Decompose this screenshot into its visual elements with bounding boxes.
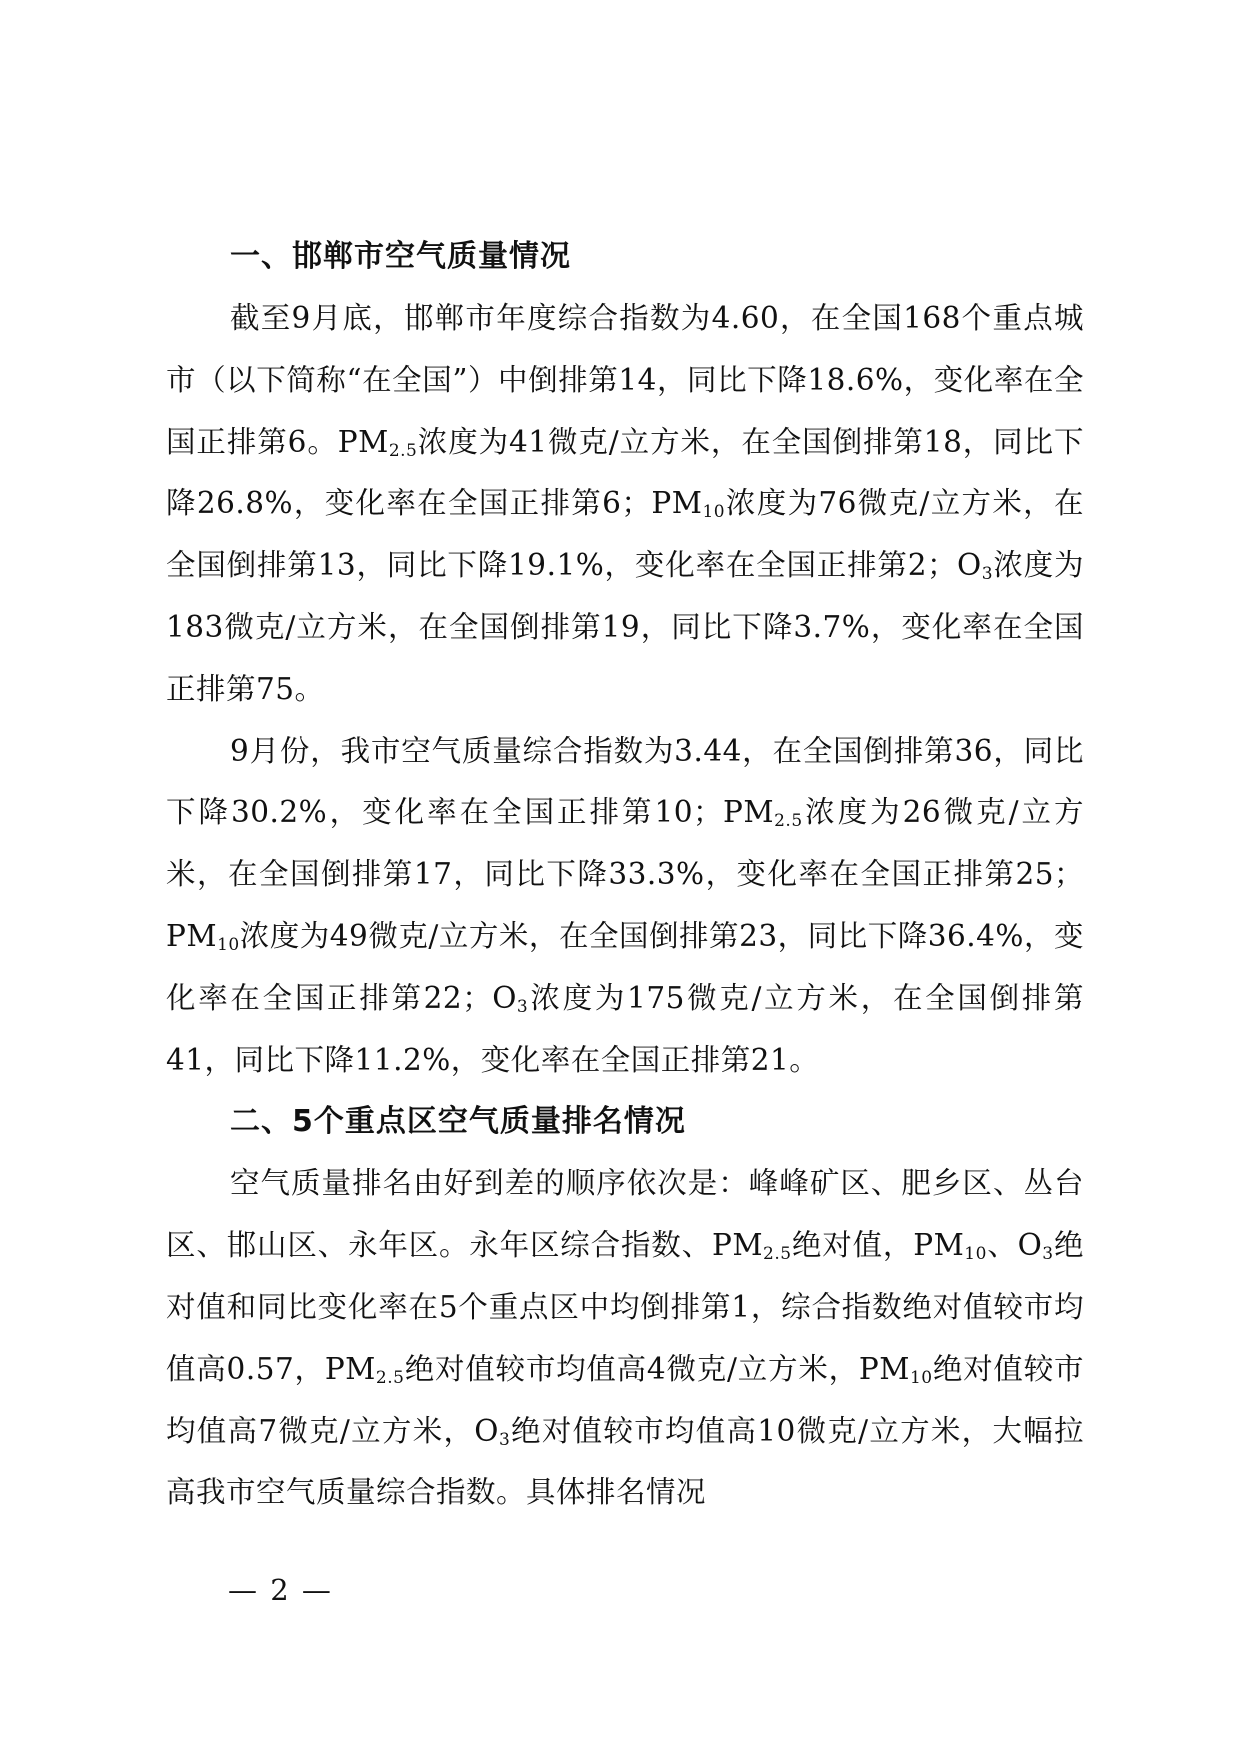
pollutant-name: PM [858,1351,910,1386]
pollutant-subscript: 3 [516,996,529,1017]
pollutant-name: PM [711,1228,764,1263]
pollutant-subscript: 10 [964,1244,987,1265]
text-run: 绝对值较市均值高4微克/立方米， [404,1351,859,1386]
text-run: 绝对值， [791,1228,914,1263]
pollutant-name: PM [324,1351,376,1386]
pollutant-subscript: 10 [217,934,240,955]
pollutant-name: PM [166,918,218,953]
pollutant-subscript: 3 [981,564,994,585]
text-run: 浓度为49微克/立方米，在全国倒排第23，同比下降36.4%，变化率在全国正排第22； [166,918,1084,1015]
pollutant-subscript: 2.5 [774,811,803,832]
paragraph-year-to-date [166,288,1084,721]
text-run: 绝对值较市均值高10微克/立方米，大幅拉高我市空气质量综合指数。具体排名情况 [166,1413,1084,1510]
text-run: 绝对值和同比变化率在5个重点区中均倒排第1，综合指数绝对值较市均值高0.57， [166,1228,1084,1386]
text-run: 、 [986,1228,1018,1263]
paragraph-district-ranking [166,1153,1084,1524]
pollutant-subscript: 2.5 [375,1367,405,1388]
pollutant-subscript: 2.5 [763,1244,792,1265]
text-run: 浓度为41微克/立方米，在全国倒排第18，同比下降26.8%，变化率在全国正排第6； [166,424,1084,521]
pollutant-name: O [957,548,982,583]
text-run: 空气质量排名由好到差的顺序依次是：峰峰矿区、肥乡区、丛台区、邯山区、永年区。永年区综合指数、 [166,1166,1084,1263]
pollutant-name: O [1017,1228,1043,1263]
pollutant-name: PM [337,424,389,459]
page-number: — 2 — [228,1573,333,1607]
text-run: 9月份，我市空气质量综合指数为3.44，在全国倒排第36，同比下降30.2%，变化率在全国正排第10； [166,733,1084,830]
section-heading-2: 二、5个重点区空气质量排名情况 [230,1104,686,1140]
text-run: 浓度为183微克/立方米，在全国倒排第19，同比下降3.7%，变化率在全国正排第75。 [166,548,1084,706]
pollutant-subscript: 10 [909,1367,933,1388]
text-run: 浓度为175微克/立方米，在全国倒排第41，同比下降11.2%，变化率在全国正排第21。 [166,980,1084,1077]
text-run: 浓度为26微克/立方米，在全国倒排第17，同比下降33.3%，变化率在全国正排第25； [166,795,1084,892]
pollutant-name: PM [651,486,703,521]
pollutant-subscript: 3 [1042,1244,1054,1265]
pollutant-subscript: 2.5 [388,440,418,461]
page-body [166,226,1084,1524]
pollutant-name: PM [723,795,775,830]
pollutant-name: O [492,980,517,1015]
paragraph-september [166,721,1084,1092]
pollutant-name: O [474,1413,499,1448]
pollutant-subscript: 3 [498,1429,511,1450]
pollutant-name: PM [913,1228,965,1263]
pollutant-subscript: 10 [702,502,726,523]
text-run: 截至9月底，邯郸市年度综合指数为4.60，在全国168个重点城市（以下简称“在全国”）中倒排第14，同比下降18.6%，变化率在全国正排第6。 [166,301,1084,459]
section-heading-1: 一、邯郸市空气质量情况 [230,239,571,274]
text-run: 绝对值较市均值高7微克/立方米， [166,1351,1084,1448]
text-run: 浓度为76微克/立方米，在全国倒排第13，同比下降19.1%，变化率在全国正排第2； [166,486,1085,583]
